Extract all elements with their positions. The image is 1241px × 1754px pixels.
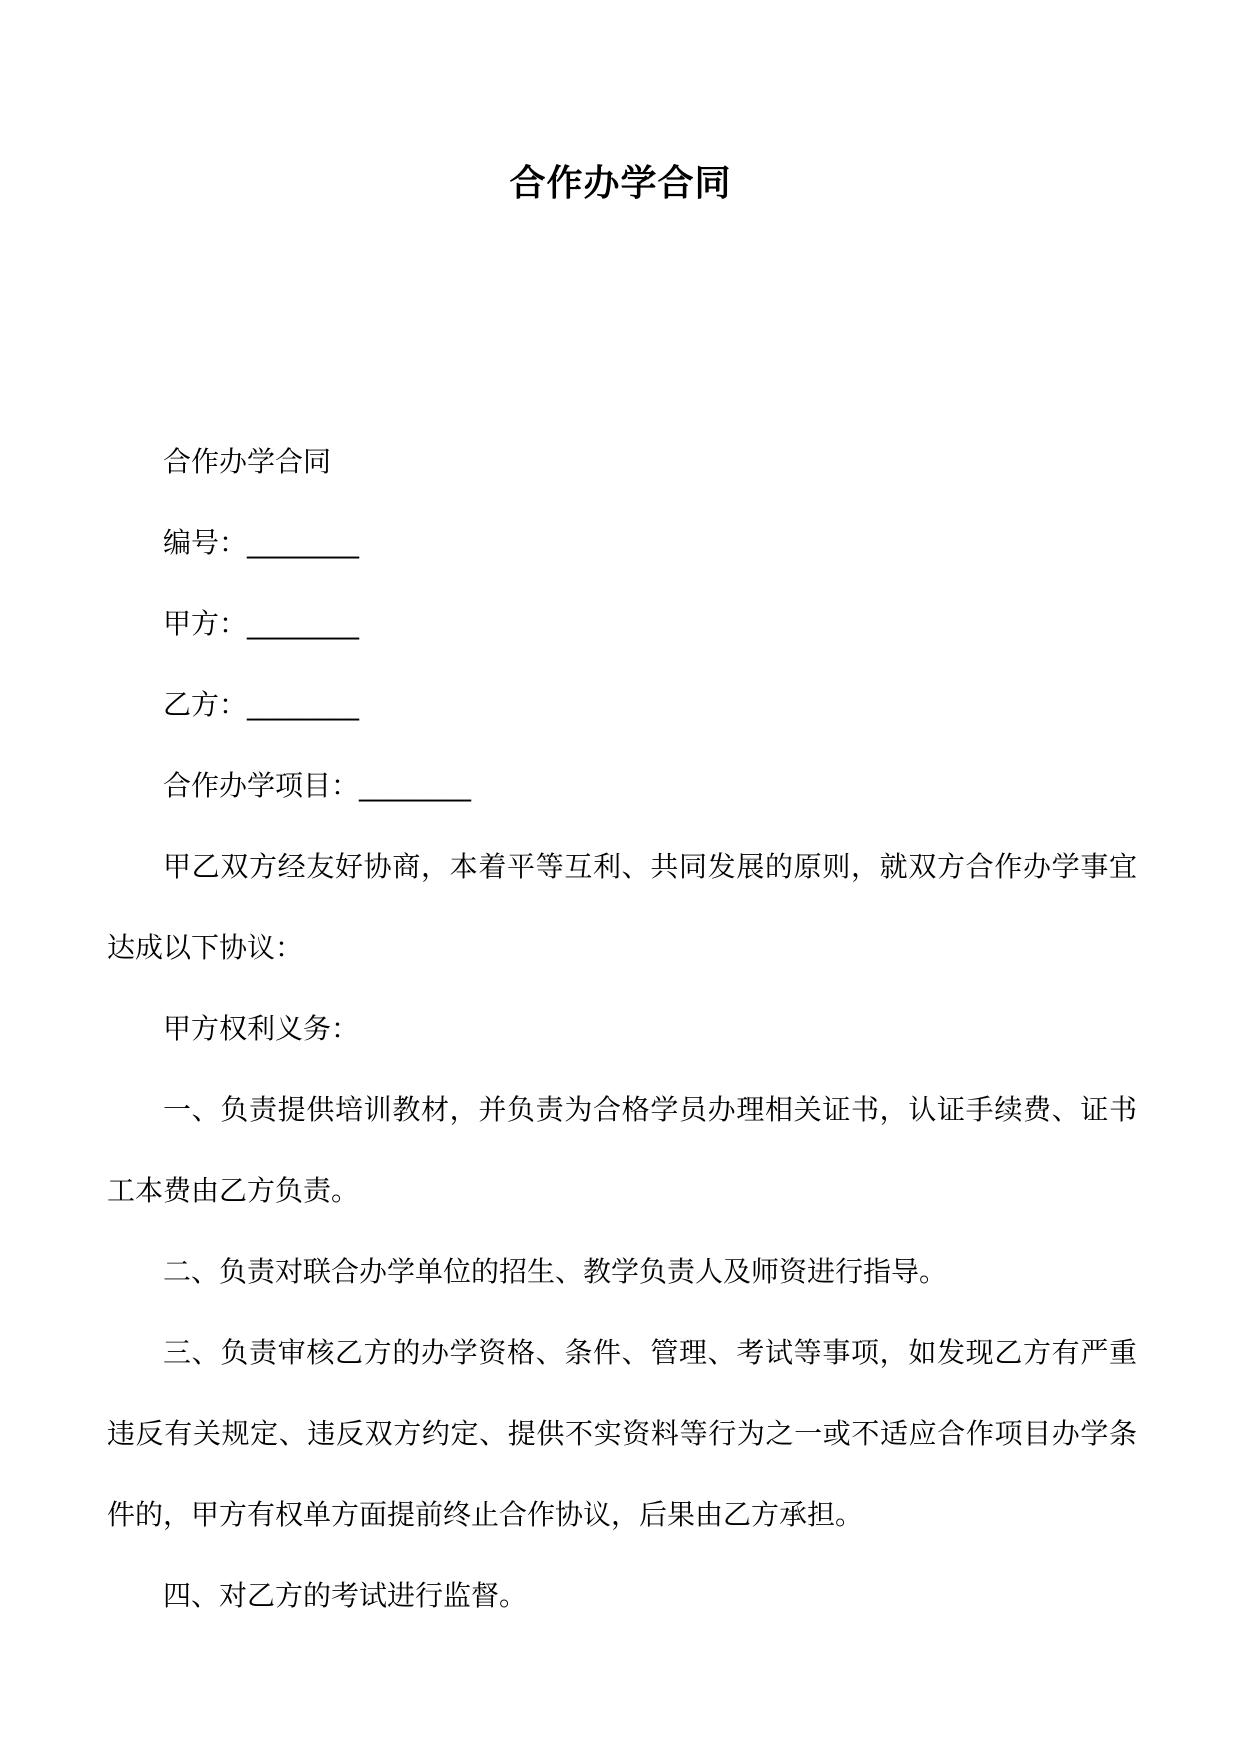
document-title: 合作办学合同: [509, 163, 732, 204]
field-label: 合作办学项目：: [163, 769, 360, 802]
field-label: 甲方：: [163, 607, 248, 640]
intro-paragraph: 甲乙双方经友好协商，本着平等互利、共同发展的原则，就双方合作办学事宜达成以下协议：: [107, 850, 1137, 964]
field-label: 乙方：: [163, 688, 248, 721]
section-heading: 甲方权利义务：: [163, 1012, 360, 1045]
clause-4: 四、对乙方的考试进行监督。: [163, 1579, 528, 1612]
blank-line: ________: [359, 769, 472, 802]
clause-3: 三、负责审核乙方的办学资格、条件、管理、考试等事项，如发现乙方有严重违反有关规定、违反双方约定、提供不实资料等行为之一或不适应合作项目办学条件的，甲方有权单方面提前终止合作协议，后果由乙方承担。: [107, 1336, 1137, 1531]
clause-2: 二、负责对联合办学单位的招生、教学负责人及师资进行指导。: [163, 1255, 948, 1288]
blank-line: ________: [247, 526, 360, 559]
field-project: [107, 745, 1137, 826]
field-party-b: [107, 664, 1137, 745]
field-label: 编号：: [163, 526, 248, 559]
field-contract-number: [107, 502, 1137, 583]
clause-1: 一、负责提供培训教材，并负责为合格学员办理相关证书，认证手续费、证书工本费由乙方负责。: [107, 1093, 1137, 1207]
blank-line: ________: [247, 607, 360, 640]
blank-line: ________: [247, 688, 360, 721]
heading-repeat: 合作办学合同: [163, 445, 332, 478]
field-party-a: [107, 583, 1137, 664]
document-body: [107, 421, 1137, 1636]
